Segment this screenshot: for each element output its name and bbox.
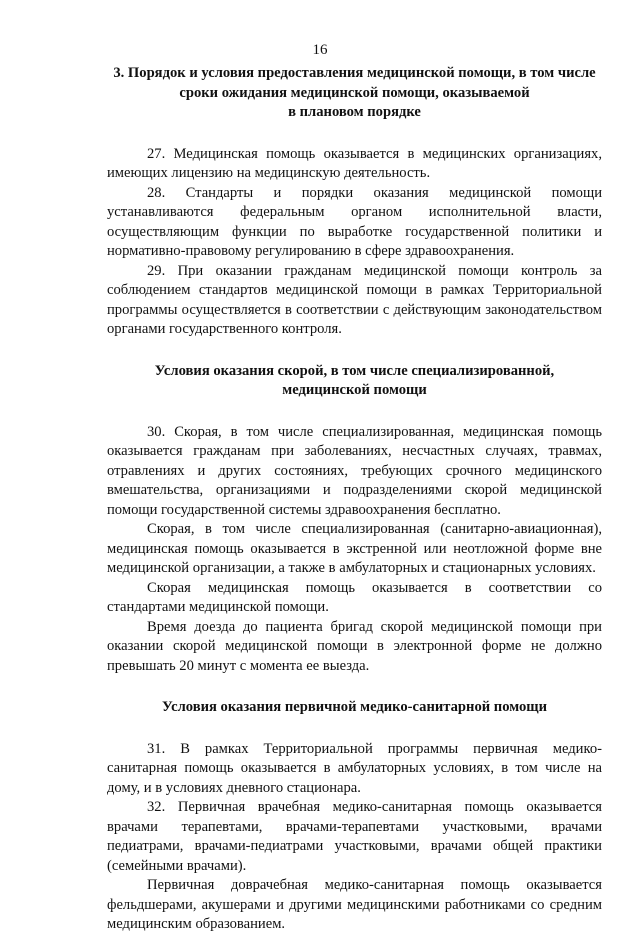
paragraph-27: 27. Медицинская помощь оказывается в медицинских организациях, имеющих лицензию на медицинскую деятельность. xyxy=(107,145,602,181)
section-3-heading-line-2: сроки ожидания медицинской помощи, оказываемой xyxy=(179,84,530,101)
primary-care-heading: Условия оказания первичной медико-санитарной помощи xyxy=(161,699,548,715)
paragraph-30: 30. Скорая, в том числе специализированная, медицинская помощь оказывается гражданам при заболеваниях, несчастных случаях, травмах, отравлениях и других состояниях, требующих срочного медицинского вмешательства, организациями и подразделениями скорой медицинской помощи государственной системы здравоохранения бесплатно. xyxy=(107,423,602,518)
section-3-heading-line-1: 3. Порядок и условия предоставления медицинской помощи, в том числе xyxy=(113,65,596,81)
paragraph-32: 32. Первичная врачебная медико-санитарная помощь оказывается врачами терапевтами, врачами-терапевтами участковыми, врачами педиатрами, врачами-педиатрами участковыми, врачами общей практики (семейными врачами). xyxy=(107,799,602,874)
spacer xyxy=(107,401,602,423)
section-3-heading xyxy=(107,64,602,123)
page-number: 16 xyxy=(312,42,328,58)
emergency-heading-line-2: медицинской помощи xyxy=(282,382,427,398)
paragraph-arrival-time: Время доезда до пациента бригад скорой медицинской помощи при оказании скорой медицинской помощи в электронной форме не должно превышать 20 минут с момента ее выезда. xyxy=(107,618,602,674)
paragraph-31: 31. В рамках Территориальной программы первичная медико-санитарная помощь оказывается в амбулаторных условиях, в том числе на дому, и в условиях дневного стационара. xyxy=(107,740,602,796)
spacer xyxy=(107,718,602,740)
emergency-heading-line-1: Условия оказания скорой, в том числе специализированной, xyxy=(154,362,555,379)
spacer xyxy=(107,340,602,362)
paragraph-pre-physician: Первичная доврачебная медико-санитарная помощь оказывается фельдшерами, акушерами и другими медицинскими работниками со средним медицинским образованием. xyxy=(107,877,602,932)
paragraph-28: 28. Стандарты и порядки оказания медицинской помощи устанавливаются федеральным органом исполнительной власти, осуществляющим функции по выработке государственной политики и нормативно-правовому регулированию в сфере здравоохранения. xyxy=(107,184,602,259)
paragraph-standards: Скорая медицинская помощь оказывается в соответствии со стандартами медицинской помощи. xyxy=(107,579,602,615)
spacer xyxy=(107,676,602,698)
section-3-heading-line-3: в плановом порядке xyxy=(288,104,421,120)
page-content xyxy=(107,64,602,935)
paragraph-29: 29. При оказании гражданам медицинской помощи контроль за соблюдением стандартов медицинской помощи в рамках Территориальной программы осуществляется в соответствии с действующим законодательством органами государственного контроля. xyxy=(107,262,602,337)
emergency-care-heading xyxy=(107,362,602,401)
spacer xyxy=(107,123,602,145)
paragraph-air-ambulance: Скорая, в том числе специализированная (санитарно-авиационная), медицинская помощь оказывается в экстренной или неотложной форме вне медицинской организации, а также в амбулаторных и стационарных условиях. xyxy=(107,521,602,576)
